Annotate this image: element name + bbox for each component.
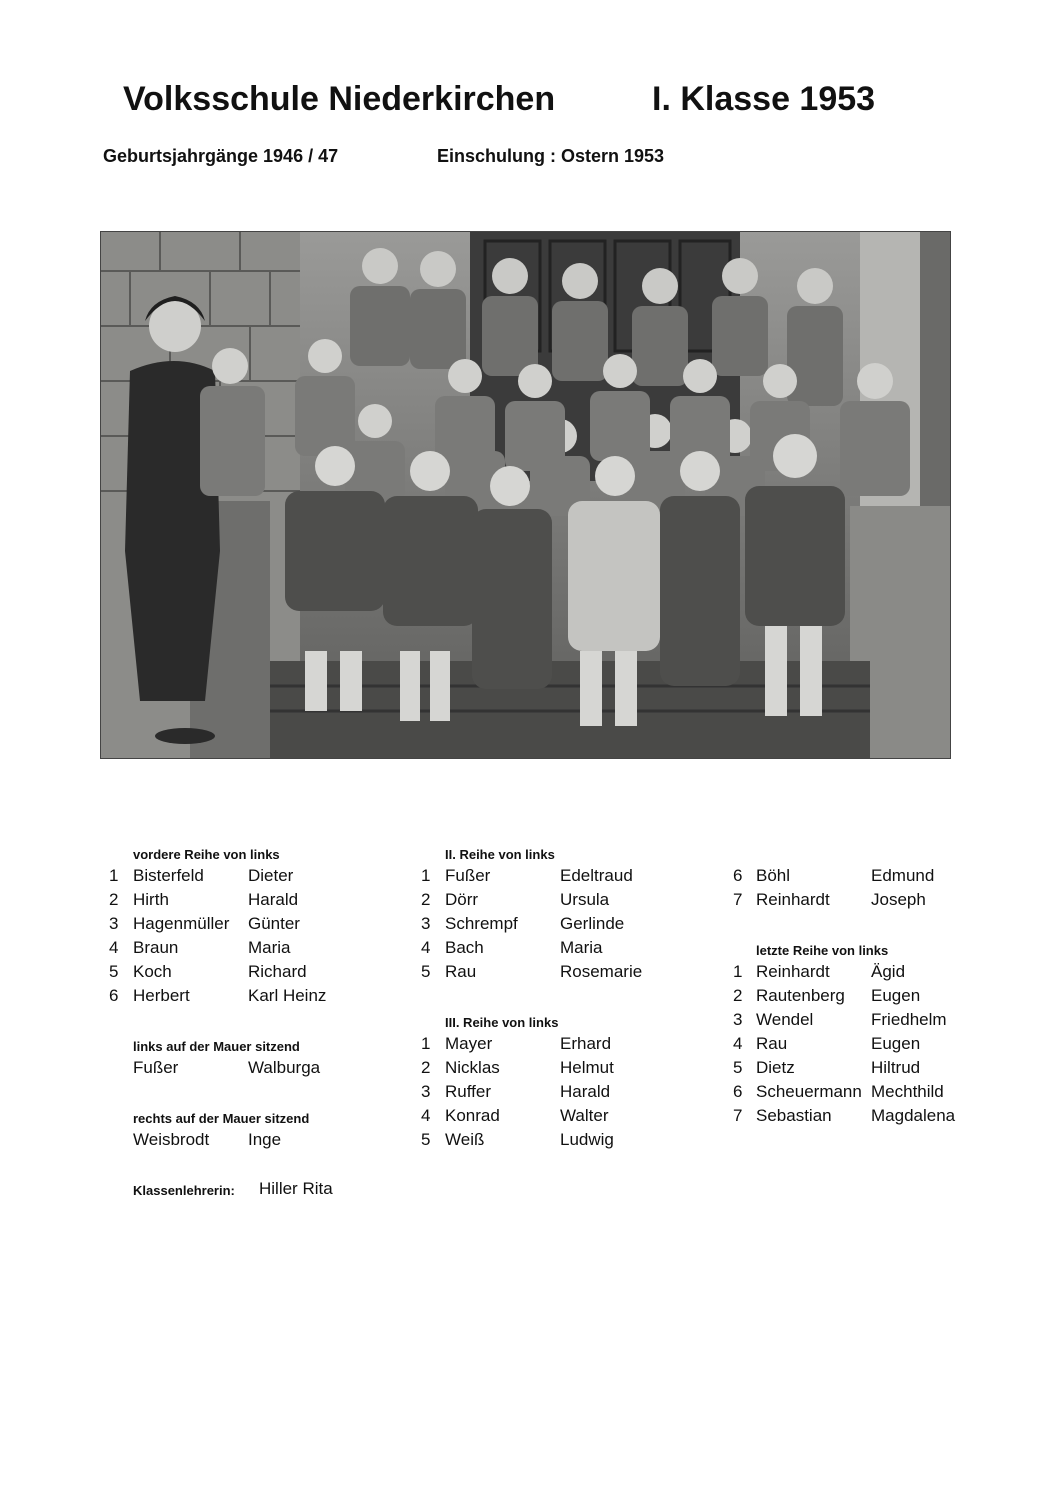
row-number: 6 — [109, 986, 119, 1005]
first-name: Walter — [560, 1106, 609, 1125]
first-name: Harald — [248, 890, 299, 909]
last-name: Weiß — [445, 1130, 485, 1149]
last-name: Nicklas — [445, 1058, 500, 1077]
first-name: Ludwig — [560, 1130, 614, 1149]
first-name: Gerlinde — [560, 914, 625, 933]
row-number: 2 — [421, 1058, 431, 1077]
row-number: 6 — [733, 866, 743, 885]
last-name: Ruffer — [445, 1082, 491, 1101]
first-name: Harald — [560, 1082, 611, 1101]
list-item — [109, 936, 409, 960]
list-item — [109, 888, 409, 912]
left-wall-heading: links auf der Mauer sitzend — [133, 1039, 300, 1054]
first-name: Erhard — [560, 1034, 612, 1053]
first-name: Hiltrud — [871, 1058, 921, 1077]
first-name: Maria — [560, 938, 603, 957]
second-row-heading: II. Reihe von links — [445, 847, 555, 862]
school-title: Volksschule Niederkirchen — [123, 80, 556, 118]
list-item — [421, 912, 721, 936]
list-item — [109, 1128, 409, 1152]
first-name: Joseph — [871, 890, 926, 909]
list-item — [421, 888, 721, 912]
row-number: 1 — [421, 866, 431, 885]
last-name: Reinhardt — [756, 962, 830, 981]
list-item — [421, 1032, 721, 1056]
teacher-name: Hiller Rita — [259, 1179, 333, 1198]
row-number: 4 — [421, 1106, 431, 1125]
last-name: Reinhardt — [756, 890, 830, 909]
last-name: Mayer — [445, 1034, 493, 1053]
list-item — [421, 1104, 721, 1128]
first-name: Helmut — [560, 1058, 614, 1077]
teacher-label: Klassenlehrerin: — [133, 1183, 235, 1198]
last-name: Fußer — [445, 866, 491, 885]
last-name: Rau — [445, 962, 477, 981]
row-number: 4 — [109, 938, 119, 957]
list-item — [733, 864, 1053, 888]
list-item — [109, 912, 409, 936]
row-number: 2 — [109, 890, 119, 909]
row-number: 7 — [733, 890, 743, 909]
last-name: Sebastian — [756, 1106, 832, 1125]
row-number: 5 — [109, 962, 119, 981]
row-number: 5 — [421, 962, 431, 981]
first-name: Karl Heinz — [248, 986, 327, 1005]
first-name: Eugen — [871, 1034, 921, 1053]
list-item — [733, 960, 1053, 984]
last-name: Dietz — [756, 1058, 795, 1077]
last-name: Schrempf — [445, 914, 518, 933]
class-year-title: I. Klasse 1953 — [652, 80, 876, 118]
first-name: Richard — [248, 962, 307, 981]
first-name: Walburga — [248, 1058, 321, 1077]
first-name: Edmund — [871, 866, 935, 885]
last-name: Herbert — [133, 986, 190, 1005]
row-number: 1 — [733, 962, 743, 981]
class-photo-icon — [100, 231, 951, 759]
third-row-heading: III. Reihe von links — [445, 1015, 559, 1030]
list-item — [733, 1104, 1053, 1128]
row-number: 2 — [733, 986, 743, 1005]
last-name: Koch — [133, 962, 172, 981]
last-name: Braun — [133, 938, 179, 957]
last-name: Böhl — [756, 866, 791, 885]
first-name: Magdalena — [871, 1106, 956, 1125]
list-item — [733, 1008, 1053, 1032]
row-number: 5 — [421, 1130, 431, 1149]
row-number: 7 — [733, 1106, 743, 1125]
list-item — [109, 864, 409, 888]
row-number: 3 — [421, 914, 431, 933]
list-item — [421, 960, 721, 984]
last-name: Bach — [445, 938, 484, 957]
list-item — [733, 1032, 1053, 1056]
list-item — [733, 1056, 1053, 1080]
first-name: Rosemarie — [560, 962, 643, 981]
class-photo — [100, 231, 951, 759]
last-name: Rau — [756, 1034, 788, 1053]
last-name: Bisterfeld — [133, 866, 204, 885]
last-name: Weisbrodt — [133, 1130, 210, 1149]
row-number: 6 — [733, 1082, 743, 1101]
first-name: Ursula — [560, 890, 610, 909]
row-number: 5 — [733, 1058, 743, 1077]
list-item — [421, 864, 721, 888]
last-name: Konrad — [445, 1106, 500, 1125]
last-name: Hagenmüller — [133, 914, 230, 933]
list-item — [733, 888, 1053, 912]
list-item — [109, 984, 409, 1008]
row-number: 3 — [733, 1010, 743, 1029]
row-number: 4 — [421, 938, 431, 957]
list-item — [109, 1056, 409, 1080]
first-name: Maria — [248, 938, 291, 957]
front-row-heading: vordere Reihe von links — [133, 847, 280, 862]
list-item — [421, 1128, 721, 1152]
row-number: 1 — [421, 1034, 431, 1053]
row-number: 4 — [733, 1034, 743, 1053]
first-name: Günter — [248, 914, 300, 933]
list-item — [421, 1056, 721, 1080]
first-name: Edeltraud — [560, 866, 633, 885]
first-name: Inge — [248, 1130, 282, 1149]
last-name: Fußer — [133, 1058, 179, 1077]
list-item — [421, 936, 721, 960]
list-item — [733, 1080, 1053, 1104]
row-number: 3 — [109, 914, 119, 933]
last-name: Rautenberg — [756, 986, 845, 1005]
last-name: Dörr — [445, 890, 479, 909]
first-name: Friedhelm — [871, 1010, 947, 1029]
row-number: 2 — [421, 890, 431, 909]
list-item — [733, 984, 1053, 1008]
first-name: Ägid — [871, 962, 906, 981]
list-item — [421, 1080, 721, 1104]
first-name: Eugen — [871, 986, 921, 1005]
last-row-heading: letzte Reihe von links — [756, 943, 889, 958]
first-name: Dieter — [248, 866, 294, 885]
first-name: Mechthild — [871, 1082, 944, 1101]
right-wall-heading: rechts auf der Mauer sitzend — [133, 1111, 310, 1126]
row-number: 3 — [421, 1082, 431, 1101]
last-name: Hirth — [133, 890, 169, 909]
enrollment-label: Einschulung : Ostern 1953 — [437, 146, 665, 166]
last-name: Wendel — [756, 1010, 814, 1029]
last-name: Scheuermann — [756, 1082, 862, 1101]
row-number: 1 — [109, 866, 119, 885]
birth-years-label: Geburtsjahrgänge 1946 / 47 — [103, 146, 339, 166]
list-item — [109, 960, 409, 984]
